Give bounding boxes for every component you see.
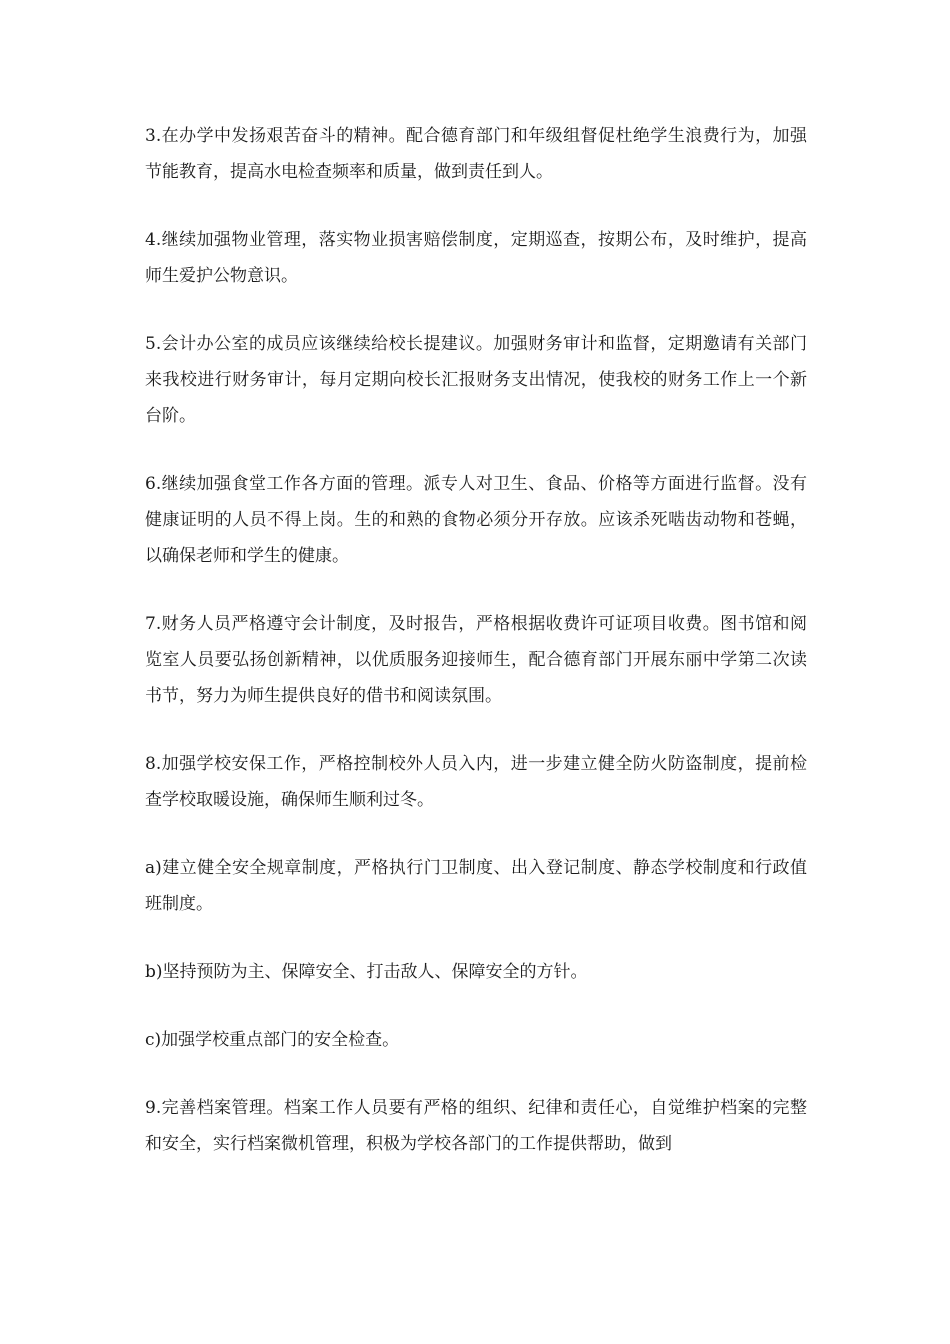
paragraph-item-4: 4.继续加强物业管理，落实物业损害赔偿制度，定期巡查，按期公布，及时维护，提高师生爱护公物意识。 xyxy=(145,230,807,286)
paragraph-item-8: 8.加强学校安保工作，严格控制校外人员入内，进一步建立健全防火防盗制度，提前检查学校取暖设施，确保师生顺利过冬。 xyxy=(145,754,807,810)
sub-item-a: a)建立健全安全规章制度，严格执行门卫制度、出入登记制度、静态学校制度和行政值班制度。 xyxy=(145,858,807,914)
document-body xyxy=(145,118,807,1194)
paragraph-item-9: 9.完善档案管理。档案工作人员要有严格的组织、纪律和责任心，自觉维护档案的完整和安全，实行档案微机管理，积极为学校各部门的工作提供帮助，做到 xyxy=(145,1098,807,1154)
sub-item-c: c)加强学校重点部门的安全检查。 xyxy=(145,1030,400,1050)
paragraph-item-5: 5.会计办公室的成员应该继续给校长提建议。加强财务审计和监督，定期邀请有关部门来我校进行财务审计，每月定期向校长汇报财务支出情况，使我校的财务工作上一个新台阶。 xyxy=(145,334,807,426)
sub-item-b: b)坚持预防为主、保障安全、打击敌人、保障安全的方针。 xyxy=(145,962,588,982)
paragraph-item-6: 6.继续加强食堂工作各方面的管理。派专人对卫生、食品、价格等方面进行监督。没有健康证明的人员不得上岗。生的和熟的食物必须分开存放。应该杀死啮齿动物和苍蝇，以确保老师和学生的健康。 xyxy=(145,474,807,566)
paragraph-item-7: 7.财务人员严格遵守会计制度，及时报告，严格根据收费许可证项目收费。图书馆和阅览室人员要弘扬创新精神，以优质服务迎接师生，配合德育部门开展东丽中学第二次读书节，努力为师生提供良好的借书和阅读氛围。 xyxy=(145,614,807,706)
paragraph-item-3: 3.在办学中发扬艰苦奋斗的精神。配合德育部门和年级组督促杜绝学生浪费行为，加强节能教育，提高水电检查频率和质量，做到责任到人。 xyxy=(145,126,807,182)
